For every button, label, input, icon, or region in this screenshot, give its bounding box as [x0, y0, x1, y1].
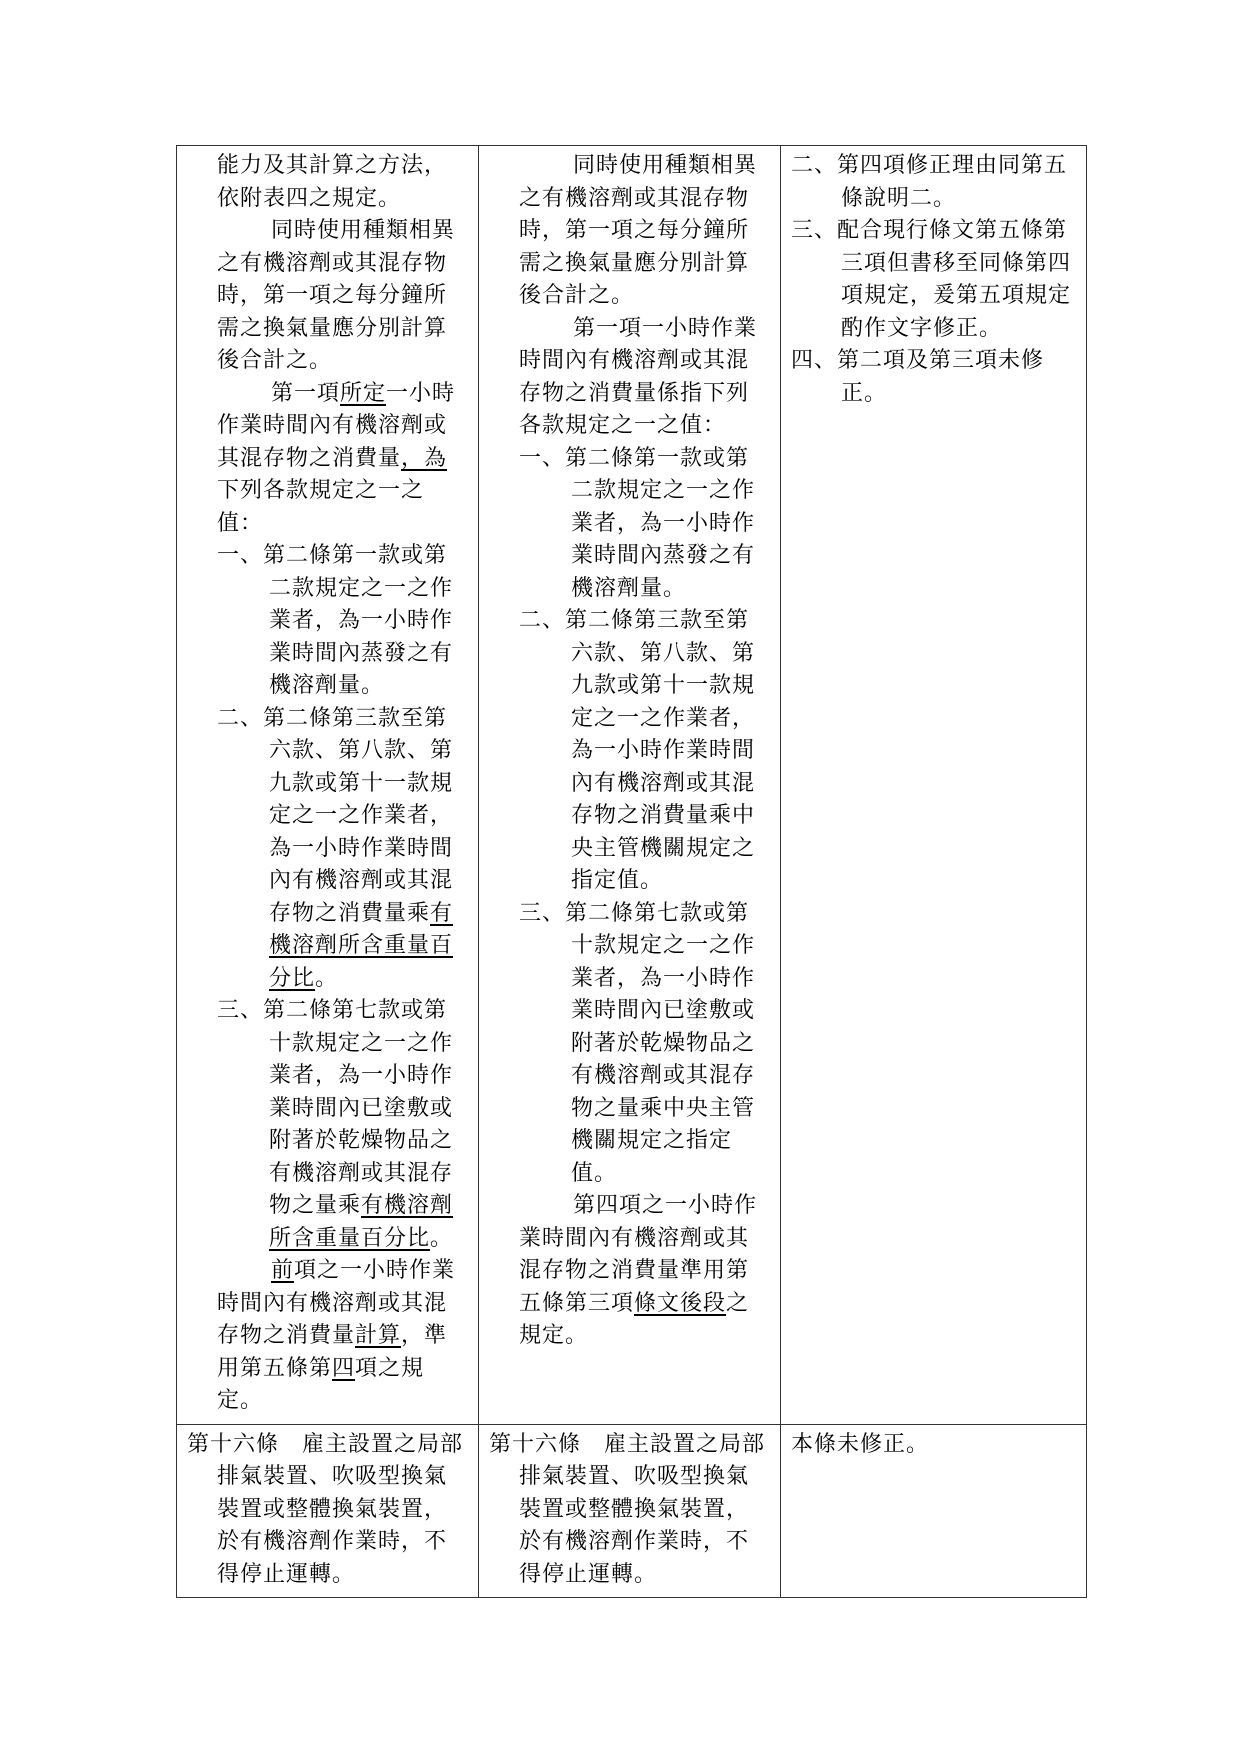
table-row — [177, 146, 1087, 1425]
amended-text: 計算 — [355, 1323, 402, 1348]
amended-text: 有機溶劑所含重量百分比 — [269, 900, 454, 991]
amended-provision-cell — [177, 1424, 479, 1598]
amended-text: 有機溶劑所含重量百分比 — [269, 1193, 454, 1251]
paragraph: 第一項一小時作業時間內有機溶劑或其混存物之消費量係指下列各款規定之一之值： — [519, 315, 758, 438]
list-item: 一、第二條第一款或第二款規定之一之作業者，為一小時作業時間內蒸發之有機溶劑量。 — [217, 543, 454, 698]
comparison-table — [176, 145, 1087, 1598]
current-provision-cell — [479, 1424, 781, 1598]
list-item: 三、第二條第七款或第十款規定之一之作業者，為一小時作業時間內已塗敷或附著於乾燥物品之有機溶劑或其混存物之量乘中央主管機關規定之指定值。 — [519, 900, 756, 1186]
table-row — [177, 1424, 1087, 1598]
explanation-cell — [781, 146, 1087, 1425]
list-item: 三、第二條第七款或第十款規定之一之作業者，為一小時作業時間內已塗敷或附著於乾燥物品之有機溶劑或其混存物之量乘有機溶劑所含重量百分比。 — [217, 998, 454, 1251]
paragraph: 同時使用種類相異之有機溶劑或其混存物時，第一項之每分鐘所需之換氣量應分別計算後合計之。 — [217, 218, 456, 373]
amended-text: 前 — [271, 1258, 295, 1283]
amended-text: 條文後段 — [634, 1290, 727, 1316]
explanation-cell — [781, 1424, 1087, 1598]
paragraph: 第四項之一小時作業時間內有機溶劑或其混存物之消費量準用第五條第三項條文後段之規定。 — [519, 1193, 758, 1348]
amended-text: ，為 — [401, 445, 448, 471]
current-provision-cell — [479, 146, 781, 1425]
reason-text: 本條未修正。 — [791, 1431, 930, 1457]
amended-provision-cell — [177, 146, 479, 1425]
text-line: 能力及其計算之方法， — [217, 153, 448, 178]
list-item: 二、第二條第三款至第六款、第八款、第九款或第十一款規定之一之作業者，為一小時作業時間內有機溶劑或其混存物之消費量乘有機溶劑所含重量百分比。 — [217, 705, 454, 991]
reason-item: 四、第二項及第三項未修正。 — [791, 348, 1045, 406]
amended-text: 所定 — [340, 380, 387, 406]
paragraph: 前項之一小時作業時間內有機溶劑或其混存物之消費量計算，準用第五條第四項之規定。 — [217, 1258, 456, 1413]
article-text: 第十六條 雇主設置之局部排氣裝置、吹吸型換氣裝置或整體換氣裝置，於有機溶劑作業時，不得停止運轉。 — [489, 1431, 766, 1587]
article-text: 第十六條 雇主設置之局部排氣裝置、吹吸型換氣裝置或整體換氣裝置，於有機溶劑作業時，不得停止運轉。 — [187, 1431, 464, 1587]
paragraph: 同時使用種類相異之有機溶劑或其混存物時，第一項之每分鐘所需之換氣量應分別計算後合計之。 — [519, 153, 758, 308]
list-item: 二、第二條第三款至第六款、第八款、第九款或第十一款規定之一之作業者，為一小時作業時間內有機溶劑或其混存物之消費量乘中央主管機關規定之指定值。 — [519, 608, 756, 893]
paragraph: 第一項所定一小時作業時間內有機溶劑或其混存物之消費量，為下列各款規定之一之值： — [217, 380, 456, 536]
reason-item: 三、配合現行條文第五條第三項但書移至同條第四項規定，爰第五項規定酌作文字修正。 — [791, 218, 1072, 341]
list-item: 一、第二條第一款或第二款規定之一之作業者，為一小時作業時間內蒸發之有機溶劑量。 — [519, 445, 756, 601]
reason-item: 二、第四項修正理由同第五條說明二。 — [791, 153, 1068, 211]
amended-text: 四 — [332, 1355, 356, 1381]
text-line: 依附表四之規定。 — [217, 185, 402, 211]
